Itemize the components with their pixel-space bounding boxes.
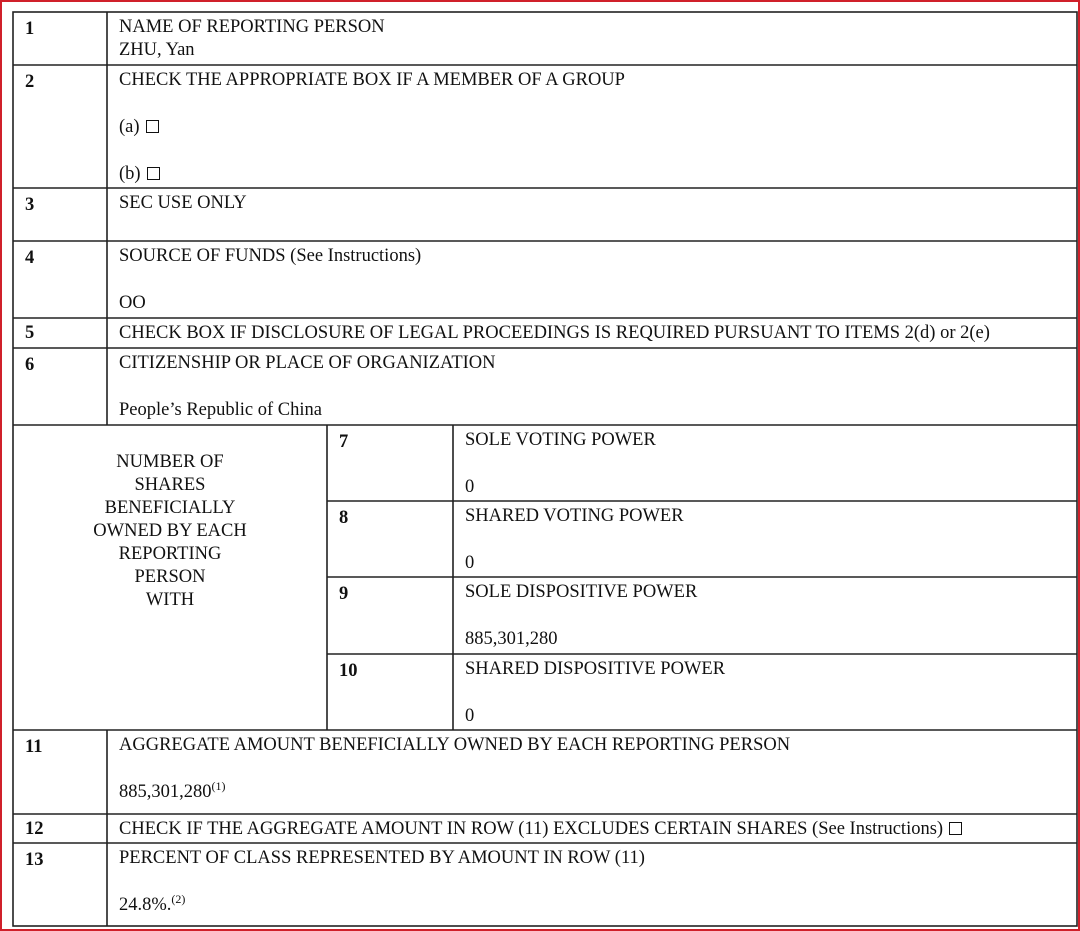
row-5-number: 5 [25,323,35,343]
row-12-line [119,818,1077,841]
row-13-number: 13 [25,850,44,870]
row-11-title: AGGREGATE AMOUNT BENEFICIALLY OWNED BY EACH REPORTING PERSON [119,735,791,755]
row-7-title: SOLE VOTING POWER [465,430,656,450]
group-option-a [119,116,1077,139]
row-12-number: 12 [25,819,44,839]
percent-of-class [119,894,1077,917]
sole-voting-value: 0 [465,477,475,497]
row-3-number: 3 [25,195,35,215]
row-5-content [107,318,1077,348]
row-6-number: 6 [25,355,35,375]
shares-label-line: PERSON [134,567,206,587]
row-3-content [107,188,1077,241]
checkbox-b-icon[interactable] [147,167,160,180]
row-9-title: SOLE DISPOSITIVE POWER [465,582,698,602]
footnote-2[interactable]: (2) [171,892,186,906]
row-4-content [107,241,1077,318]
row-9-content [453,577,1077,654]
option-a-label: (a) [119,117,140,137]
excludes-shares-checkbox-icon[interactable] [949,822,962,835]
row-13-content [107,843,1077,926]
row-13-title: PERCENT OF CLASS REPRESENTED BY AMOUNT IN ROW (11) [119,848,645,868]
row-9-number: 9 [339,584,349,604]
shared-dispositive-value: 0 [465,706,475,726]
row-3-title: SEC USE ONLY [119,193,247,213]
row-7-content [453,425,1077,501]
shares-label-line: NUMBER OF [116,452,224,472]
row-2-title: CHECK THE APPROPRIATE BOX IF A MEMBER OF A GROUP [119,70,625,90]
aggregate-amount [119,781,1077,804]
row-8-number: 8 [339,508,349,528]
row-1-number: 1 [25,19,35,39]
row-7-number: 7 [339,432,349,452]
checkbox-a-icon[interactable] [146,120,159,133]
shares-label-line: WITH [145,590,195,610]
percent-of-class-value: 24.8%. [119,895,172,915]
row-6-content [107,348,1077,425]
citizenship-value: People’s Republic of China [119,400,322,420]
row-2-number: 2 [25,72,35,92]
shared-voting-value: 0 [465,553,475,573]
row-12-title: CHECK IF THE AGGREGATE AMOUNT IN ROW (11) EXCLUDES CERTAIN SHARES (See Instructions) [119,819,944,839]
shares-label-line: BENEFICIALLY [104,498,236,518]
shares-label-block [13,451,327,651]
source-of-funds-value: OO [119,293,146,313]
row-10-title: SHARED DISPOSITIVE POWER [465,659,726,679]
row-10-number: 10 [339,661,358,681]
row-4-number: 4 [25,248,35,268]
footnote-1[interactable]: (1) [211,779,226,793]
reporting-person-name: ZHU, Yan [119,40,195,60]
row-10-content [453,654,1077,730]
row-11-content [107,730,1077,814]
row-8-content [453,501,1077,577]
row-6-title: CITIZENSHIP OR PLACE OF ORGANIZATION [119,353,496,373]
sole-dispositive-value: 885,301,280 [465,629,558,649]
row-2-content [107,65,1077,188]
row-4-title: SOURCE OF FUNDS (See Instructions) [119,246,422,266]
shares-label-line: OWNED BY EACH [93,521,247,541]
option-b-label: (b) [119,164,141,184]
group-option-b [119,163,1077,186]
shares-label-line: SHARES [134,475,206,495]
row-5-title: CHECK BOX IF DISCLOSURE OF LEGAL PROCEEDINGS IS REQUIRED PURSUANT TO ITEMS 2(d) or 2(e) [119,323,990,343]
row-8-title: SHARED VOTING POWER [465,506,684,526]
shares-label-line: REPORTING [118,544,222,564]
row-1-title: NAME OF REPORTING PERSON [119,17,385,37]
row-1-content [107,12,1077,65]
row-12-content [107,814,1077,843]
aggregate-amount-value: 885,301,280 [119,782,212,802]
row-11-number: 11 [25,737,43,757]
